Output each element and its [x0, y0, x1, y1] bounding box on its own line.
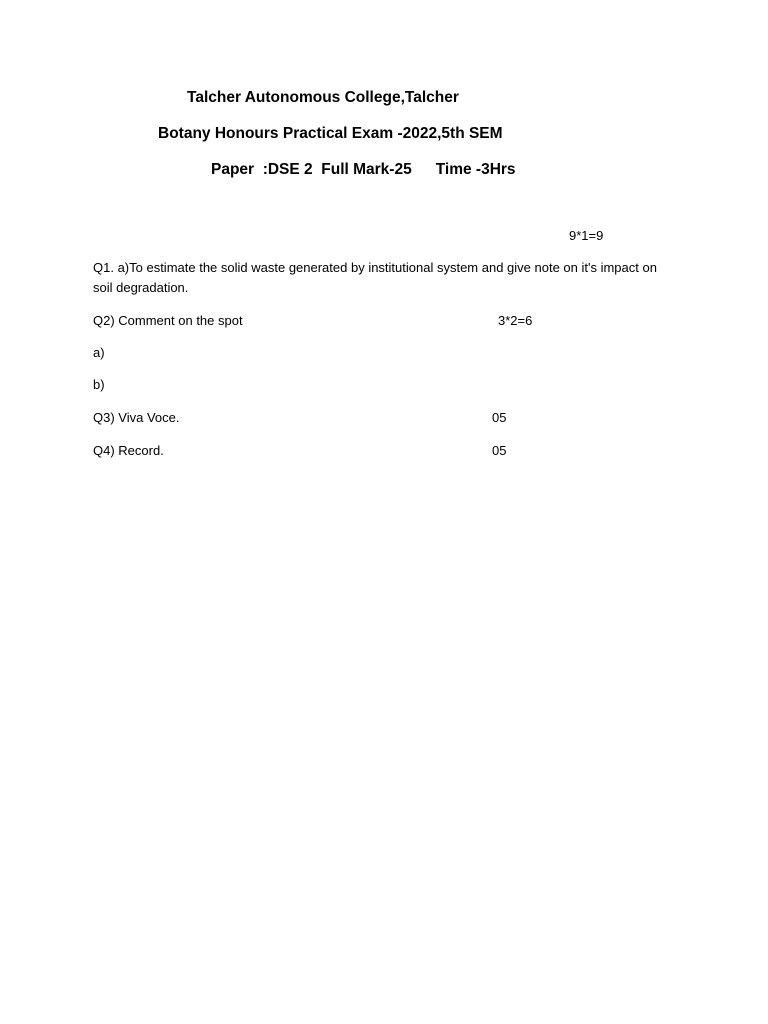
question-1-text: Q1. a)To estimate the solid waste generated by institutional system and give note on it's impact on soil degradation.	[93, 260, 657, 295]
q1-marks: 9*1=9	[569, 228, 604, 243]
paper-full-mark: Paper :DSE 2 Full Mark-25	[211, 161, 412, 178]
paper-details-line	[211, 160, 516, 180]
college-title: Talcher Autonomous College,Talcher	[187, 89, 459, 106]
q2-marks: 3*2=6	[498, 313, 533, 328]
q4-marks: 05	[492, 443, 507, 458]
question-2-part-b: b)	[93, 377, 105, 392]
question-2-part-a: a)	[93, 345, 105, 360]
exam-time: Time -3Hrs	[435, 161, 516, 178]
question-2-text: Q2) Comment on the spot	[93, 313, 243, 328]
q3-marks: 05	[492, 410, 507, 425]
exam-title: Botany Honours Practical Exam -2022,5th SEM	[158, 125, 503, 142]
question-4-text: Q4) Record.	[93, 443, 164, 458]
question-3-text: Q3) Viva Voce.	[93, 410, 180, 425]
